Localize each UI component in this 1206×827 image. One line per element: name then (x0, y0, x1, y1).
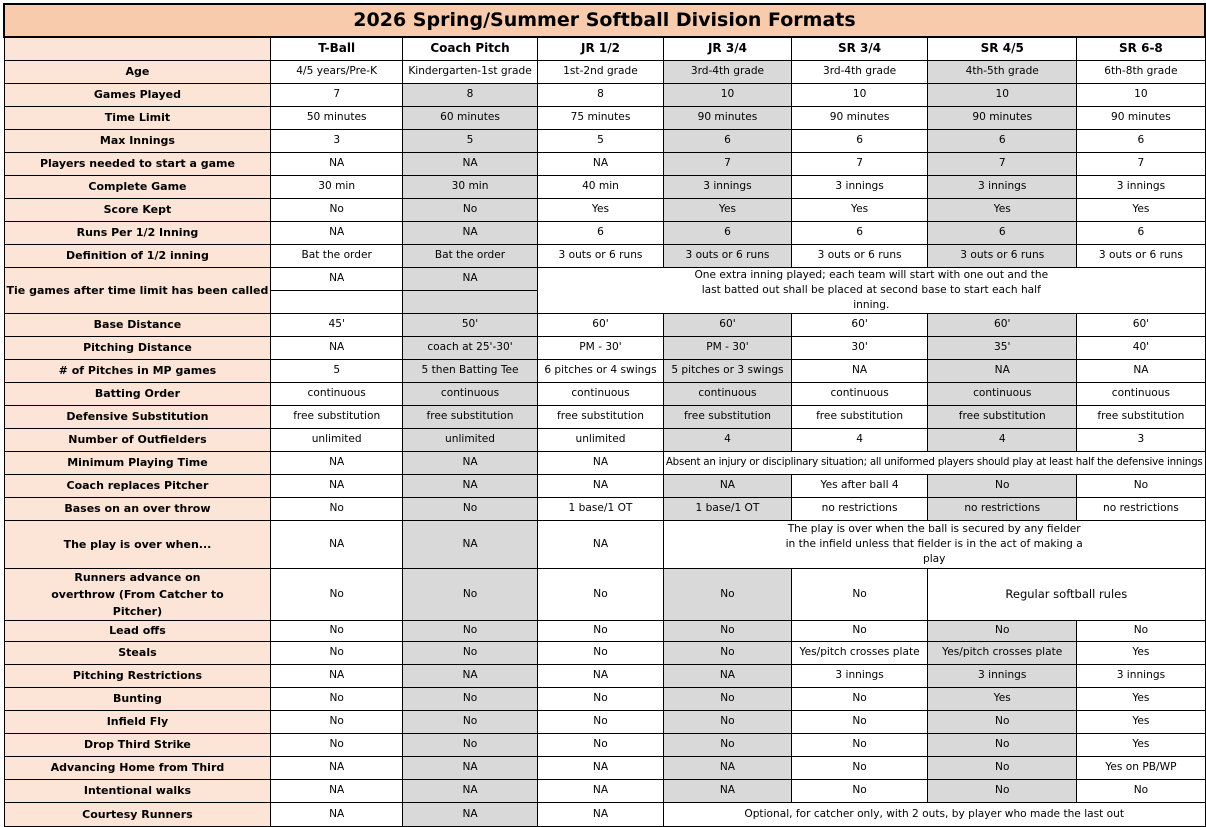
cell-coach-pitch: No (402, 497, 537, 520)
row-label: Time Limit (4, 106, 271, 129)
header-sr-3-4: SR 3/4 (792, 37, 928, 60)
row-label: Drop Third Strike (4, 733, 271, 756)
cell-coach-pitch: NA (402, 152, 537, 175)
cell-coach-pitch: Kindergarten-1st grade (402, 60, 537, 83)
header-jr-3-4: JR 3/4 (663, 37, 791, 60)
cell-coach-pitch: 5 (402, 129, 537, 152)
cell-sr-6-8: 3 (1077, 428, 1205, 451)
row-label: Games Played (4, 83, 271, 106)
cell-t-ball: NA (271, 336, 403, 359)
header-t-ball: T-Ball (271, 37, 403, 60)
row-players-needed (4, 152, 1205, 175)
row-pitching-distance (4, 336, 1205, 359)
row-label: Runners advance on overthrow (From Catcher to Pitcher) (4, 568, 271, 620)
cell-jr-1-2: unlimited (538, 428, 664, 451)
cell-jr-1-2: 8 (538, 83, 664, 106)
cell-t-ball: No (271, 620, 403, 641)
cell-jr-3-4: No (663, 733, 791, 756)
cell-jr-3-4: 90 minutes (663, 106, 791, 129)
cell-jr-3-4: NA (663, 664, 791, 687)
cell-coach-pitch: NA (402, 451, 537, 474)
row-min-playing (4, 451, 1205, 474)
merged-cell: The play is over when the ball is secured by any fielder in the infield unless that fielder is in the act of making a play (663, 520, 1205, 568)
cell-jr-1-2: NA (538, 474, 664, 497)
cell-t-ball: No (271, 198, 403, 221)
cell-sr-3-4: no restrictions (792, 497, 928, 520)
cell-coach-pitch: NA (402, 474, 537, 497)
cell-sr-6-8: free substitution (1077, 405, 1205, 428)
cell-jr-1-2: 6 (538, 221, 664, 244)
cell-t-ball: NA (271, 756, 403, 779)
cell-sr-3-4: No (792, 620, 928, 641)
cell-t-ball: NA (271, 520, 403, 568)
row-label: Number of Outfielders (4, 428, 271, 451)
cell-jr-3-4: Yes (663, 198, 791, 221)
cell-jr-1-2: NA (538, 779, 664, 802)
cell-sr-6-8: 60' (1077, 313, 1205, 336)
cell-jr-1-2: 1st-2nd grade (538, 60, 664, 83)
cell-jr-3-4: No (663, 641, 791, 664)
cell-sr-3-4: free substitution (792, 405, 928, 428)
cell-sr-6-8: Yes (1077, 710, 1205, 733)
cell-jr-1-2: 5 (538, 129, 664, 152)
cell-sr-4-5: Yes (928, 198, 1077, 221)
cell-sr-3-4: continuous (792, 382, 928, 405)
cell-jr-3-4: No (663, 620, 791, 641)
cell-t-ball: NA (271, 221, 403, 244)
row-label: Max Innings (4, 129, 271, 152)
cell-coach-pitch: 30 min (402, 175, 537, 198)
cell-sr-3-4: No (792, 779, 928, 802)
row-tie-games (4, 267, 1205, 290)
cell-t-ball: No (271, 568, 403, 620)
cell-t-ball: 45' (271, 313, 403, 336)
cell-sr-6-8: no restrictions (1077, 497, 1205, 520)
row-label: Lead offs (4, 620, 271, 641)
cell-t-ball: NA (271, 779, 403, 802)
row-label: Definition of 1/2 inning (4, 244, 271, 267)
cell-sr-6-8: 90 minutes (1077, 106, 1205, 129)
cell-jr-1-2: NA (538, 451, 664, 474)
cell-sr-6-8: 6 (1077, 221, 1205, 244)
cell-sr-3-4: 7 (792, 152, 928, 175)
cell-jr-3-4: No (663, 568, 791, 620)
cell-coach-pitch: No (402, 733, 537, 756)
cell-coach-pitch-empty (402, 290, 537, 313)
cell-t-ball: No (271, 641, 403, 664)
cell-jr-1-2: NA (538, 756, 664, 779)
cell-jr-3-4: 1 base/1 OT (663, 497, 791, 520)
cell-sr-3-4: 6 (792, 221, 928, 244)
header-jr-1-2: JR 1/2 (538, 37, 664, 60)
row-score-kept (4, 198, 1205, 221)
cell-sr-4-5: No (928, 756, 1077, 779)
row-age (4, 60, 1205, 83)
row-label: Age (4, 60, 271, 83)
cell-jr-1-2: No (538, 687, 664, 710)
cell-sr-4-5: 90 minutes (928, 106, 1077, 129)
cell-jr-1-2: continuous (538, 382, 664, 405)
cell-t-ball: NA (271, 474, 403, 497)
cell-jr-3-4: 3 outs or 6 runs (663, 244, 791, 267)
row-base-distance (4, 313, 1205, 336)
cell-sr-3-4: 90 minutes (792, 106, 928, 129)
cell-coach-pitch: coach at 25'-30' (402, 336, 537, 359)
cell-jr-1-2: NA (538, 664, 664, 687)
cell-sr-6-8: No (1077, 779, 1205, 802)
cell-coach-pitch: continuous (402, 382, 537, 405)
row-games-played (4, 83, 1205, 106)
cell-t-ball: 4/5 years/Pre-K (271, 60, 403, 83)
row-time-limit (4, 106, 1205, 129)
row-infield-fly (4, 710, 1205, 733)
cell-jr-3-4: NA (663, 779, 791, 802)
cell-t-ball: NA (271, 267, 403, 290)
cell-coach-pitch: No (402, 568, 537, 620)
cell-t-ball: NA (271, 802, 403, 826)
row-play-over (4, 520, 1205, 568)
cell-sr-6-8: 3 outs or 6 runs (1077, 244, 1205, 267)
cell-sr-4-5: 10 (928, 83, 1077, 106)
row-label: # of Pitches in MP games (4, 359, 271, 382)
cell-coach-pitch: 50' (402, 313, 537, 336)
cell-coach-pitch: NA (402, 664, 537, 687)
cell-sr-4-5: Yes (928, 687, 1077, 710)
cell-coach-pitch: NA (402, 221, 537, 244)
row-label: Players needed to start a game (4, 152, 271, 175)
cell-coach-pitch: Bat the order (402, 244, 537, 267)
row-pitches-mp (4, 359, 1205, 382)
cell-coach-pitch: No (402, 687, 537, 710)
cell-jr-1-2: No (538, 733, 664, 756)
cell-jr-1-2: 75 minutes (538, 106, 664, 129)
cell-sr-3-4: No (792, 710, 928, 733)
cell-jr-1-2: 60' (538, 313, 664, 336)
cell-jr-1-2: PM - 30' (538, 336, 664, 359)
row-runs-per-half (4, 221, 1205, 244)
cell-jr-3-4: No (663, 710, 791, 733)
row-drop-third (4, 733, 1205, 756)
cell-coach-pitch: free substitution (402, 405, 537, 428)
cell-t-ball: No (271, 733, 403, 756)
cell-t-ball: NA (271, 451, 403, 474)
cell-sr-6-8: Yes (1077, 687, 1205, 710)
cell-sr-3-4: Yes after ball 4 (792, 474, 928, 497)
cell-sr-3-4: No (792, 733, 928, 756)
row-label: Coach replaces Pitcher (4, 474, 271, 497)
row-batting-order (4, 382, 1205, 405)
cell-sr-3-4: 3rd-4th grade (792, 60, 928, 83)
cell-coach-pitch: 5 then Batting Tee (402, 359, 537, 382)
merged-cell: Absent an injury or disciplinary situation; all uniformed players should play at least half the defensive innings (663, 451, 1205, 474)
cell-sr-3-4: 60' (792, 313, 928, 336)
cell-jr-3-4: 7 (663, 152, 791, 175)
cell-jr-1-2: 3 outs or 6 runs (538, 244, 664, 267)
cell-t-ball: unlimited (271, 428, 403, 451)
cell-sr-6-8: 3 innings (1077, 175, 1205, 198)
cell-sr-6-8: Yes (1077, 733, 1205, 756)
division-formats-table (3, 3, 1206, 827)
cell-sr-3-4: 10 (792, 83, 928, 106)
row-pitching-restrictions (4, 664, 1205, 687)
cell-t-ball: 50 minutes (271, 106, 403, 129)
cell-jr-3-4: 4 (663, 428, 791, 451)
cell-t-ball: No (271, 710, 403, 733)
merged-cell: Optional, for catcher only, with 2 outs, by player who made the last out (663, 802, 1205, 826)
cell-sr-4-5: No (928, 620, 1077, 641)
row-bases-overthrow (4, 497, 1205, 520)
cell-t-ball-empty (271, 290, 403, 313)
row-max-innings (4, 129, 1205, 152)
cell-t-ball: continuous (271, 382, 403, 405)
cell-t-ball: 30 min (271, 175, 403, 198)
header-coach-pitch: Coach Pitch (402, 37, 537, 60)
cell-sr-3-4: No (792, 568, 928, 620)
row-runners-advance (4, 568, 1205, 620)
cell-jr-3-4: 3 innings (663, 175, 791, 198)
cell-sr-3-4: 3 innings (792, 175, 928, 198)
cell-t-ball: 3 (271, 129, 403, 152)
cell-sr-3-4: No (792, 756, 928, 779)
cell-jr-3-4: NA (663, 756, 791, 779)
cell-coach-pitch: unlimited (402, 428, 537, 451)
cell-sr-4-5: 4th-5th grade (928, 60, 1077, 83)
row-label: Base Distance (4, 313, 271, 336)
cell-sr-3-4: NA (792, 359, 928, 382)
row-defensive-sub (4, 405, 1205, 428)
cell-coach-pitch: NA (402, 756, 537, 779)
row-courtesy-runners (4, 802, 1205, 826)
cell-coach-pitch: No (402, 198, 537, 221)
cell-jr-3-4: 5 pitches or 3 swings (663, 359, 791, 382)
cell-t-ball: Bat the order (271, 244, 403, 267)
cell-jr-3-4: NA (663, 474, 791, 497)
cell-jr-1-2: 40 min (538, 175, 664, 198)
cell-jr-1-2: No (538, 710, 664, 733)
cell-t-ball: free substitution (271, 405, 403, 428)
cell-sr-6-8: 10 (1077, 83, 1205, 106)
cell-sr-4-5: No (928, 474, 1077, 497)
header-corner (4, 37, 271, 60)
cell-jr-3-4: 60' (663, 313, 791, 336)
cell-jr-3-4: 3rd-4th grade (663, 60, 791, 83)
row-label: Runs Per 1/2 Inning (4, 221, 271, 244)
row-label: Infield Fly (4, 710, 271, 733)
row-outfielders (4, 428, 1205, 451)
row-coach-replaces (4, 474, 1205, 497)
cell-coach-pitch: 8 (402, 83, 537, 106)
row-label: Steals (4, 641, 271, 664)
cell-jr-1-2: Yes (538, 198, 664, 221)
cell-sr-4-5: 60' (928, 313, 1077, 336)
cell-t-ball: No (271, 497, 403, 520)
cell-sr-3-4: 4 (792, 428, 928, 451)
cell-sr-4-5: continuous (928, 382, 1077, 405)
cell-jr-1-2: 6 pitches or 4 swings (538, 359, 664, 382)
row-bunting (4, 687, 1205, 710)
cell-jr-1-2: free substitution (538, 405, 664, 428)
cell-sr-3-4: 3 innings (792, 664, 928, 687)
cell-t-ball: 7 (271, 83, 403, 106)
cell-sr-4-5: NA (928, 359, 1077, 382)
cell-sr-4-5: No (928, 779, 1077, 802)
row-label: Score Kept (4, 198, 271, 221)
cell-jr-3-4: 6 (663, 129, 791, 152)
cell-jr-3-4: No (663, 687, 791, 710)
header-row (4, 37, 1205, 60)
cell-sr-6-8: 6 (1077, 129, 1205, 152)
row-lead-offs (4, 620, 1205, 641)
cell-sr-3-4: No (792, 687, 928, 710)
cell-sr-4-5: 3 outs or 6 runs (928, 244, 1077, 267)
cell-sr-4-5: free substitution (928, 405, 1077, 428)
cell-jr-1-2: NA (538, 152, 664, 175)
merged-cell: Regular softball rules (928, 568, 1205, 620)
merged-cell: One extra inning played; each team will start with one out and the last batted out shall be placed at second base to start each half inning. (538, 267, 1205, 313)
cell-sr-6-8: Yes (1077, 641, 1205, 664)
row-label: Pitching Restrictions (4, 664, 271, 687)
division-formats-sheet (3, 3, 1206, 827)
header-sr-6-8: SR 6-8 (1077, 37, 1205, 60)
cell-sr-6-8: No (1077, 620, 1205, 641)
cell-sr-6-8: continuous (1077, 382, 1205, 405)
row-label: Intentional walks (4, 779, 271, 802)
cell-sr-6-8: 40' (1077, 336, 1205, 359)
cell-jr-3-4: continuous (663, 382, 791, 405)
cell-sr-4-5: 6 (928, 129, 1077, 152)
cell-sr-6-8: No (1077, 474, 1205, 497)
row-label: Pitching Distance (4, 336, 271, 359)
page-title: 2026 Spring/Summer Softball Division Formats (4, 4, 1205, 37)
cell-sr-6-8: NA (1077, 359, 1205, 382)
cell-t-ball: NA (271, 152, 403, 175)
cell-sr-4-5: 3 innings (928, 175, 1077, 198)
cell-sr-4-5: 6 (928, 221, 1077, 244)
row-label: Tie games after time limit has been called (4, 267, 271, 313)
cell-sr-4-5: No (928, 733, 1077, 756)
cell-coach-pitch: NA (402, 520, 537, 568)
row-label: The play is over when... (4, 520, 271, 568)
cell-coach-pitch: NA (402, 779, 537, 802)
cell-jr-3-4: free substitution (663, 405, 791, 428)
cell-sr-6-8: 7 (1077, 152, 1205, 175)
row-label: Advancing Home from Third (4, 756, 271, 779)
header-sr-4-5: SR 4/5 (928, 37, 1077, 60)
cell-coach-pitch: No (402, 710, 537, 733)
cell-coach-pitch: 60 minutes (402, 106, 537, 129)
cell-jr-1-2: No (538, 620, 664, 641)
cell-t-ball: 5 (271, 359, 403, 382)
cell-t-ball: No (271, 687, 403, 710)
cell-sr-6-8: Yes on PB/WP (1077, 756, 1205, 779)
cell-jr-3-4: PM - 30' (663, 336, 791, 359)
cell-sr-6-8: 3 innings (1077, 664, 1205, 687)
row-label: Complete Game (4, 175, 271, 198)
cell-jr-3-4: 10 (663, 83, 791, 106)
row-definition-half (4, 244, 1205, 267)
row-label: Batting Order (4, 382, 271, 405)
row-label: Minimum Playing Time (4, 451, 271, 474)
cell-sr-3-4: Yes (792, 198, 928, 221)
row-complete-game (4, 175, 1205, 198)
cell-sr-3-4: 30' (792, 336, 928, 359)
row-label: Bases on an over throw (4, 497, 271, 520)
row-label: Bunting (4, 687, 271, 710)
row-advancing-home (4, 756, 1205, 779)
cell-sr-6-8: 6th-8th grade (1077, 60, 1205, 83)
cell-jr-1-2: NA (538, 802, 664, 826)
row-intentional-walks (4, 779, 1205, 802)
cell-coach-pitch: No (402, 620, 537, 641)
cell-jr-1-2: No (538, 641, 664, 664)
cell-sr-3-4: Yes/pitch crosses plate (792, 641, 928, 664)
cell-sr-4-5: 35' (928, 336, 1077, 359)
cell-jr-1-2: No (538, 568, 664, 620)
cell-jr-1-2: 1 base/1 OT (538, 497, 664, 520)
cell-sr-4-5: 4 (928, 428, 1077, 451)
cell-sr-4-5: No (928, 710, 1077, 733)
cell-coach-pitch: NA (402, 802, 537, 826)
cell-jr-1-2: NA (538, 520, 664, 568)
cell-coach-pitch: No (402, 641, 537, 664)
cell-sr-4-5: Yes/pitch crosses plate (928, 641, 1077, 664)
cell-sr-4-5: 7 (928, 152, 1077, 175)
cell-sr-3-4: 6 (792, 129, 928, 152)
row-steals (4, 641, 1205, 664)
cell-t-ball: NA (271, 664, 403, 687)
cell-jr-3-4: 6 (663, 221, 791, 244)
cell-coach-pitch: NA (402, 267, 537, 290)
cell-sr-3-4: 3 outs or 6 runs (792, 244, 928, 267)
cell-sr-4-5: 3 innings (928, 664, 1077, 687)
cell-sr-4-5: no restrictions (928, 497, 1077, 520)
row-label: Defensive Substitution (4, 405, 271, 428)
cell-sr-6-8: Yes (1077, 198, 1205, 221)
row-label: Courtesy Runners (4, 802, 271, 826)
